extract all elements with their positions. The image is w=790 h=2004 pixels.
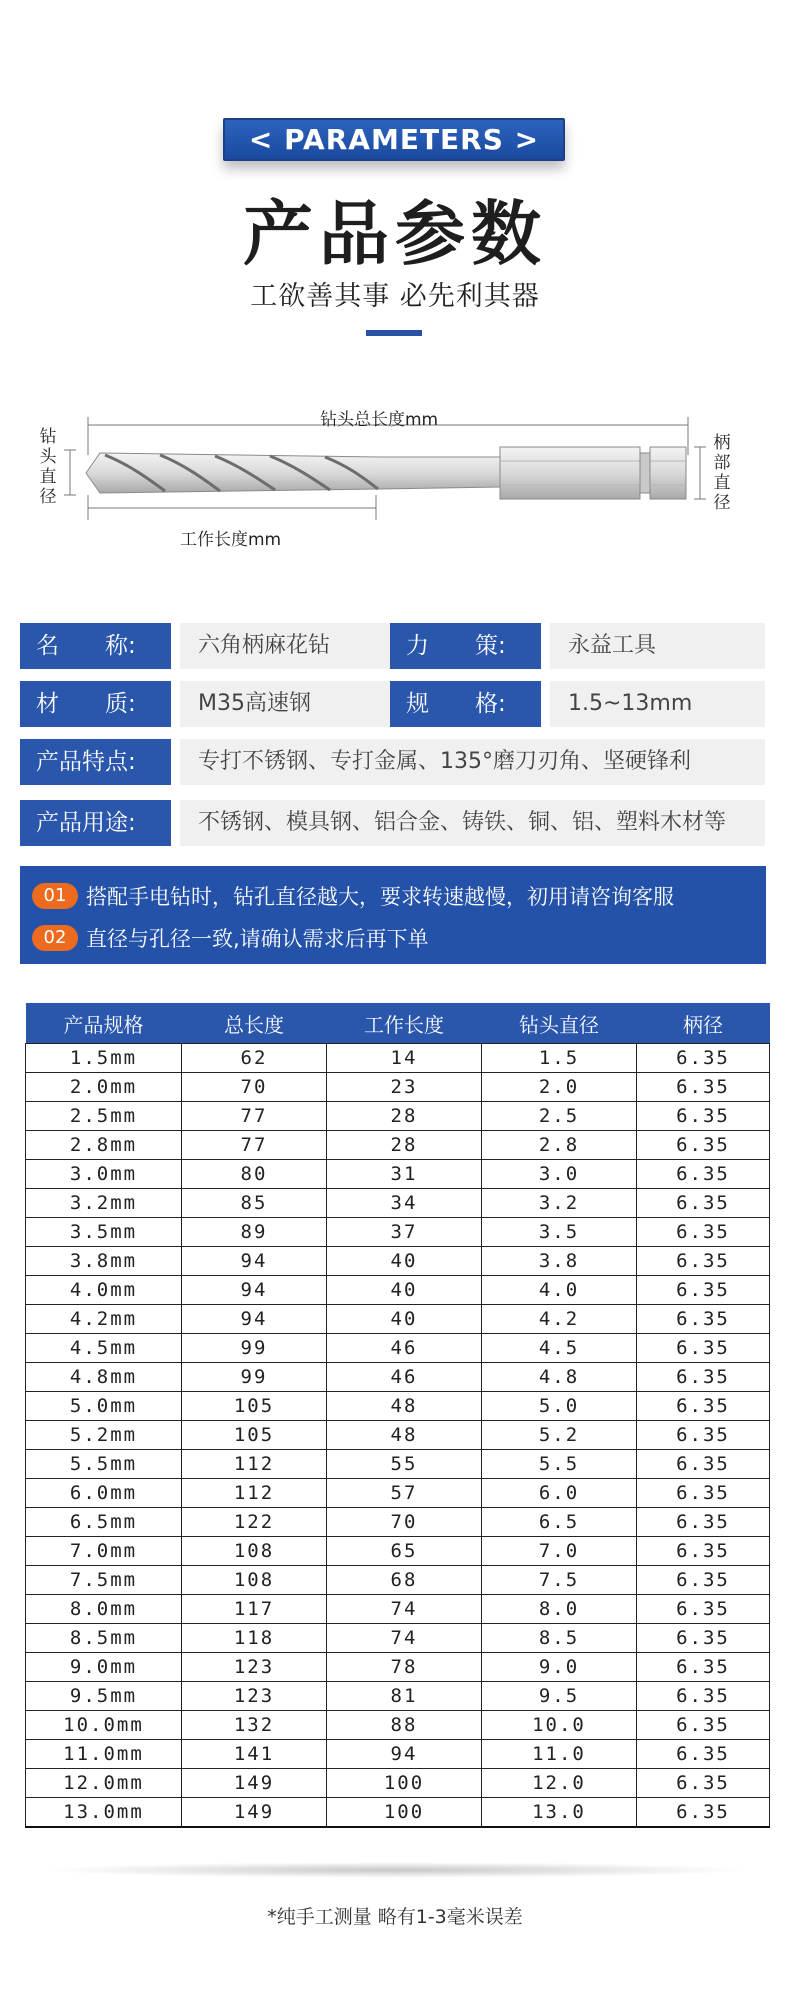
table-cell: 6.35 [637, 1189, 770, 1218]
table-row [26, 1711, 770, 1740]
table-cell: 11.0mm [26, 1740, 182, 1769]
table-cell: 6.5mm [26, 1508, 182, 1537]
table-row [26, 1769, 770, 1798]
table-cell: 9.5 [482, 1682, 637, 1711]
table-cell: 99 [182, 1363, 327, 1392]
table-cell: 132 [182, 1711, 327, 1740]
table-cell: 4.5 [482, 1334, 637, 1363]
table-cell: 122 [182, 1508, 327, 1537]
table-cell: 34 [327, 1189, 482, 1218]
table-cell: 6.35 [637, 1276, 770, 1305]
table-cell: 78 [327, 1653, 482, 1682]
table-row [26, 1421, 770, 1450]
table-cell: 28 [327, 1102, 482, 1131]
notice-number-badge: 02 [32, 925, 78, 951]
table-cell: 3.2mm [26, 1189, 182, 1218]
table-cell: 55 [327, 1450, 482, 1479]
table-cell: 6.35 [637, 1073, 770, 1102]
table-cell: 4.5mm [26, 1334, 182, 1363]
table-cell: 62 [182, 1044, 327, 1073]
table-cell: 94 [182, 1276, 327, 1305]
table-cell: 6.35 [637, 1537, 770, 1566]
shank-diameter-label: 柄 部 直 径 [713, 433, 731, 513]
header-spec: 产品规格 [26, 1003, 182, 1044]
table-cell: 46 [327, 1334, 482, 1363]
table-cell: 14 [327, 1044, 482, 1073]
table-cell: 2.5mm [26, 1102, 182, 1131]
table-cell: 46 [327, 1363, 482, 1392]
table-cell: 94 [182, 1247, 327, 1276]
table-cell: 6.0 [482, 1479, 637, 1508]
table-cell: 40 [327, 1276, 482, 1305]
parameters-badge: < PARAMETERS > [223, 118, 565, 161]
table-cell: 89 [182, 1218, 327, 1247]
table-cell: 6.35 [637, 1769, 770, 1798]
table-row [26, 1682, 770, 1711]
table-cell: 108 [182, 1566, 327, 1595]
notice-line-2 [32, 923, 429, 953]
table-row [26, 1334, 770, 1363]
table-row [26, 1479, 770, 1508]
table-shadow [40, 1862, 750, 1878]
table-cell: 8.0mm [26, 1595, 182, 1624]
table-cell: 40 [327, 1305, 482, 1334]
table-row [26, 1276, 770, 1305]
page-title: 产品参数 [243, 193, 547, 275]
table-cell: 3.8mm [26, 1247, 182, 1276]
table-row [26, 1363, 770, 1392]
table-cell: 99 [182, 1334, 327, 1363]
table-cell: 117 [182, 1595, 327, 1624]
notice-text: 直径与孔径一致,请确认需求后再下单 [86, 927, 429, 951]
table-cell: 2.5 [482, 1102, 637, 1131]
table-cell: 5.5 [482, 1450, 637, 1479]
table-cell: 85 [182, 1189, 327, 1218]
table-cell: 6.35 [637, 1363, 770, 1392]
table-cell: 12.0 [482, 1769, 637, 1798]
feature-label: 产品特点: [20, 739, 171, 785]
table-cell: 149 [182, 1798, 327, 1828]
table-cell: 112 [182, 1479, 327, 1508]
notice-text: 搭配手电钻时，钻孔直径越大，要求转速越慢，初用请咨询客服 [86, 885, 674, 909]
table-cell: 48 [327, 1421, 482, 1450]
table-cell: 6.35 [637, 1624, 770, 1653]
header-shank-diameter: 柄径 [637, 1003, 770, 1044]
working-length-label: 工作长度mm [180, 530, 282, 550]
name-label: 名 称: [20, 623, 171, 669]
table-cell: 3.5 [482, 1218, 637, 1247]
table-cell: 1.5 [482, 1044, 637, 1073]
table-cell: 105 [182, 1392, 327, 1421]
table-cell: 57 [327, 1479, 482, 1508]
table-cell: 6.35 [637, 1334, 770, 1363]
table-row [26, 1073, 770, 1102]
table-cell: 10.0mm [26, 1711, 182, 1740]
table-cell: 9.5mm [26, 1682, 182, 1711]
table-row [26, 1508, 770, 1537]
spec-row-usage [20, 800, 765, 846]
material-label: 材 质: [20, 681, 171, 727]
header-drill-diameter: 钻头直径 [482, 1003, 637, 1044]
table-cell: 28 [327, 1131, 482, 1160]
brand-label: 力 策: [390, 623, 541, 669]
table-cell: 6.35 [637, 1218, 770, 1247]
table-cell: 10.0 [482, 1711, 637, 1740]
table-cell: 6.35 [637, 1247, 770, 1276]
table-cell: 40 [327, 1247, 482, 1276]
table-row [26, 1537, 770, 1566]
table-cell: 68 [327, 1566, 482, 1595]
table-cell: 149 [182, 1769, 327, 1798]
table-cell: 6.35 [637, 1102, 770, 1131]
table-cell: 9.0 [482, 1653, 637, 1682]
table-cell: 11.0 [482, 1740, 637, 1769]
table-cell: 5.5mm [26, 1450, 182, 1479]
table-row [26, 1595, 770, 1624]
table-cell: 6.35 [637, 1479, 770, 1508]
table-row [26, 1392, 770, 1421]
table-cell: 6.35 [637, 1421, 770, 1450]
table-cell: 4.8mm [26, 1363, 182, 1392]
spec-table [25, 1003, 770, 1828]
table-cell: 6.5 [482, 1508, 637, 1537]
table-cell: 13.0mm [26, 1798, 182, 1828]
table-row [26, 1160, 770, 1189]
table-cell: 8.5mm [26, 1624, 182, 1653]
table-body [26, 1044, 770, 1828]
table-cell: 7.5 [482, 1566, 637, 1595]
table-row [26, 1566, 770, 1595]
table-cell: 74 [327, 1624, 482, 1653]
table-cell: 100 [327, 1769, 482, 1798]
title-divider [366, 330, 422, 336]
table-cell: 5.2mm [26, 1421, 182, 1450]
table-cell: 108 [182, 1537, 327, 1566]
usage-label: 产品用途: [20, 800, 171, 846]
table-cell: 105 [182, 1421, 327, 1450]
table-cell: 2.0 [482, 1073, 637, 1102]
table-cell: 5.2 [482, 1421, 637, 1450]
table-cell: 74 [327, 1595, 482, 1624]
table-cell: 112 [182, 1450, 327, 1479]
table-cell: 81 [327, 1682, 482, 1711]
table-row [26, 1131, 770, 1160]
table-cell: 70 [182, 1073, 327, 1102]
size-value: 1.5~13mm [550, 681, 765, 727]
size-label: 规 格: [390, 681, 541, 727]
table-cell: 123 [182, 1653, 327, 1682]
table-cell: 3.0 [482, 1160, 637, 1189]
table-cell: 5.0 [482, 1392, 637, 1421]
usage-value: 不锈钢、模具钢、铝合金、铸铁、铜、铝、塑料木材等 [180, 800, 765, 846]
table-cell: 123 [182, 1682, 327, 1711]
table-row [26, 1102, 770, 1131]
table-cell: 6.35 [637, 1131, 770, 1160]
table-row [26, 1624, 770, 1653]
table-cell: 6.35 [637, 1305, 770, 1334]
table-cell: 4.0mm [26, 1276, 182, 1305]
brand-value: 永益工具 [550, 623, 765, 669]
table-cell: 77 [182, 1102, 327, 1131]
table-cell: 2.8mm [26, 1131, 182, 1160]
table-row [26, 1247, 770, 1276]
table-cell: 7.5mm [26, 1566, 182, 1595]
table-cell: 6.35 [637, 1595, 770, 1624]
table-cell: 6.0mm [26, 1479, 182, 1508]
table-cell: 6.35 [637, 1044, 770, 1073]
table-cell: 23 [327, 1073, 482, 1102]
notice-number-badge: 01 [32, 883, 78, 909]
table-cell: 4.0 [482, 1276, 637, 1305]
table-row [26, 1305, 770, 1334]
table-cell: 6.35 [637, 1740, 770, 1769]
table-cell: 94 [327, 1740, 482, 1769]
table-cell: 6.35 [637, 1392, 770, 1421]
table-row [26, 1653, 770, 1682]
table-cell: 9.0mm [26, 1653, 182, 1682]
total-length-label: 钻头总长度mm [320, 410, 439, 430]
table-cell: 31 [327, 1160, 482, 1189]
table-cell: 12.0mm [26, 1769, 182, 1798]
table-cell: 94 [182, 1305, 327, 1334]
page-subtitle: 工欲善其事 必先利其器 [250, 281, 540, 312]
table-cell: 7.0 [482, 1537, 637, 1566]
table-cell: 8.5 [482, 1624, 637, 1653]
header-working-length: 工作长度 [327, 1003, 482, 1044]
drill-diameter-label: 钻 头 直 径 [39, 427, 57, 507]
table-cell: 5.0mm [26, 1392, 182, 1421]
table-cell: 6.35 [637, 1798, 770, 1828]
table-row [26, 1189, 770, 1218]
name-value: 六角柄麻花钻 [180, 623, 390, 669]
notice-line-1 [32, 881, 674, 911]
table-cell: 3.2 [482, 1189, 637, 1218]
table-cell: 141 [182, 1740, 327, 1769]
table-cell: 1.5mm [26, 1044, 182, 1073]
table-row [26, 1218, 770, 1247]
table-cell: 13.0 [482, 1798, 637, 1828]
table-cell: 6.35 [637, 1711, 770, 1740]
spec-row-material [20, 681, 765, 727]
table-row [26, 1798, 770, 1828]
material-value: M35高速钢 [180, 681, 390, 727]
table-cell: 8.0 [482, 1595, 637, 1624]
table-cell: 4.8 [482, 1363, 637, 1392]
table-row [26, 1740, 770, 1769]
table-cell: 88 [327, 1711, 482, 1740]
table-cell: 37 [327, 1218, 482, 1247]
table-cell: 6.35 [637, 1450, 770, 1479]
table-cell: 2.8 [482, 1131, 637, 1160]
table-cell: 3.8 [482, 1247, 637, 1276]
feature-value: 专打不锈钢、专打金属、135°磨刀刃角、坚硬锋利 [180, 739, 765, 785]
table-cell: 4.2mm [26, 1305, 182, 1334]
table-cell: 7.0mm [26, 1537, 182, 1566]
table-cell: 6.35 [637, 1508, 770, 1537]
spec-row-name [20, 623, 765, 669]
table-row [26, 1044, 770, 1073]
table-row [26, 1450, 770, 1479]
table-cell: 100 [327, 1798, 482, 1828]
drill-diagram [0, 395, 790, 555]
table-cell: 4.2 [482, 1305, 637, 1334]
table-cell: 3.0mm [26, 1160, 182, 1189]
notice-box [20, 866, 766, 964]
table-cell: 65 [327, 1537, 482, 1566]
table-cell: 80 [182, 1160, 327, 1189]
table-cell: 70 [327, 1508, 482, 1537]
table-cell: 77 [182, 1131, 327, 1160]
table-header-row [26, 1003, 770, 1044]
table-cell: 6.35 [637, 1566, 770, 1595]
table-cell: 3.5mm [26, 1218, 182, 1247]
footnote: *纯手工测量 略有1-3毫米误差 [267, 1906, 523, 1928]
header-total-length: 总长度 [182, 1003, 327, 1044]
table-cell: 6.35 [637, 1653, 770, 1682]
spec-row-feature [20, 739, 765, 785]
table-cell: 48 [327, 1392, 482, 1421]
table-cell: 6.35 [637, 1682, 770, 1711]
table-cell: 6.35 [637, 1160, 770, 1189]
table-cell: 118 [182, 1624, 327, 1653]
table-cell: 2.0mm [26, 1073, 182, 1102]
